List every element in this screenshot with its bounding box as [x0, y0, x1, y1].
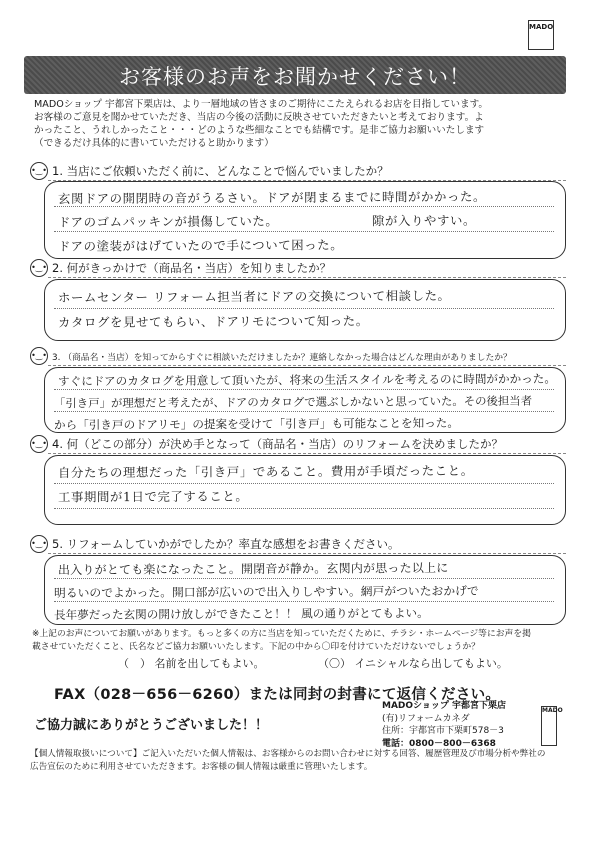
ruled-line [54, 483, 554, 484]
answer-3-line: 「引き戸」が理想だと考えたが、ドアのカタログで選ぶしかないと思っていた。その後担当者 [53, 393, 533, 411]
question-2 [30, 259, 331, 277]
question-4 [30, 435, 503, 453]
ruled-line [54, 231, 554, 232]
intro-line: かったこと、うれしかったこと・・・どのような些細なことでも結構です。是非ご協力お願いいたします [34, 125, 485, 136]
answer-4-line: 工事期間が1日で完了すること。 [57, 488, 249, 505]
mado-logo-small [541, 706, 563, 746]
shop-phone: 電話：0800－800－6368 [382, 738, 496, 749]
divider [48, 453, 566, 454]
question-4-text: 4. 何（どこの部分）が決め手となって（商品名・当店）のリフォームを決めましたか？ [52, 437, 504, 451]
question-5 [30, 535, 400, 553]
question-5-text: 5. リフォームしていかがでしたか？率直な感想をお書きください。 [52, 537, 400, 551]
question-3 [30, 347, 512, 365]
privacy-line: 広告宣伝のために利用させていただきます。お客様の個人情報は厳重に管理いたします。 [30, 761, 373, 772]
note-line: 載させていただくこと、氏名などご協力お願いいたします。下記の中から〇印を付けていただけないでしょうか？ [32, 641, 480, 652]
answer-2-line: カタログを見せてもらい、ドアリモについて知った。 [57, 313, 369, 330]
question-3-text: 3. （商品名・当店）を知ってからすぐに相談いただけましたか？連絡しなかった場合はどんな理由がありましたか？ [52, 352, 512, 363]
answer-1-line: 玄関ドアの開閉時の音がうるさい。ドアが閉まるまでに時間がかかった。 [57, 188, 486, 207]
intro-line: （できるだけ具体的に書いていただけると助かります） [34, 138, 274, 149]
shop-name: MADOショップ 宇都宮下栗店 [382, 701, 506, 711]
intro-line: MADOショップ 宇都宮下栗店は、より一層地域の皆さまのご期待にこたえられるお店を目指しています。 [34, 99, 488, 110]
question-2-text: 2. 何がきっかけで（商品名・当店）を知りましたか？ [52, 261, 332, 275]
answer-1-line: ドアの塗装がはげていたので手について困った。 [57, 237, 344, 254]
ruled-line [54, 389, 554, 390]
page-title: お客様のお声をお聞かせください！ [119, 65, 471, 89]
option-initial-label: イニシャルなら出してもよい。 [354, 657, 508, 670]
divider [48, 553, 566, 554]
answer-1-line: ドアのゴムパッキンが損傷していた。 [57, 213, 279, 230]
smiley-face-icon: •‿• [30, 435, 48, 453]
ruled-line [54, 308, 554, 309]
option-initial[interactable] [318, 655, 508, 671]
intro-line: お客様のご意見を聞かせていただき、当店の今後の活動に反映させていただきたいと考えております。よ [34, 112, 484, 123]
thanks-message: ご協力誠にありがとうございました！！ [34, 718, 269, 733]
note-line: ※上記のお声についてお願いがあります。もっと多くの方に当店を知っていただくために、チラシ・ホームページ等にお声を掲 [32, 629, 531, 639]
privacy-line: 【個人情報取扱いについて】ご記入いただいた個人情報は、お客様からのお問い合わせに対する回答、履歴管理及び市場分析や弊社の [30, 749, 546, 759]
answer-1-extra: 隙が入りやすい。 [371, 212, 476, 229]
answer-2-line: ホームセンター リフォーム担当者にドアの交換について相談した。 [57, 287, 451, 306]
title-banner [24, 56, 566, 94]
answer-5-line: 明るいのでよかった。開口部が広いので出入りしやすい。網戸がついたおかげで [53, 583, 479, 601]
option-name-mark[interactable]: （ ） [118, 657, 151, 670]
mado-logo [528, 20, 554, 50]
divider [48, 365, 566, 366]
answer-5-line: 長年夢だった玄関の開け放しができたこと！！ 風の通りがとてもよい。 [53, 606, 429, 622]
ruled-line [54, 411, 554, 412]
shop-address: 住所：宇都宮市下栗町578－3 [382, 726, 504, 736]
option-name[interactable] [118, 655, 265, 671]
question-1 [30, 162, 389, 180]
intro-text [34, 98, 564, 150]
smiley-face-icon: •‿• [30, 162, 48, 180]
divider [48, 277, 566, 278]
smiley-face-icon: •‿• [30, 535, 48, 553]
ruled-line [54, 578, 554, 579]
answer-3-line: すぐにドアのカタログを用意して頂いたが、将来の生活スタイルを考えるのに時間がかかった。 [57, 371, 557, 389]
answer-4-line: 自分たちの理想だった「引き戸」であること。費用が手頃だったこと。 [57, 462, 474, 481]
smiley-face-icon: •‿• [30, 347, 48, 365]
ruled-line [54, 508, 554, 509]
consent-note [32, 628, 562, 653]
ruled-line [54, 601, 554, 602]
option-name-label: 名前を出してもよい。 [154, 657, 265, 670]
shop-company: (有)リフォームカネダ [382, 713, 470, 724]
privacy-notice [30, 748, 565, 773]
fax-instruction: FAX（028－656－6260）または同封の封書にて返信ください。 [54, 687, 501, 703]
logo-text: MADO [542, 707, 563, 714]
shop-info [382, 700, 506, 750]
answer-5-line: 出入りがとても楽になったこと。開閉音が静か。玄関内が思った以上に [57, 560, 449, 578]
smiley-face-icon: •‿• [30, 259, 48, 277]
question-1-text: 1. 当店にご依頼いただく前に、どんなことで悩んでいましたか？ [52, 164, 389, 178]
option-initial-mark[interactable]: （〇） [318, 657, 351, 670]
answer-3-line: から「引き戸のドアリモ」の提案を受けて「引き戸」も可能なことを知った。 [53, 415, 460, 433]
logo-text: MADO [529, 23, 554, 31]
